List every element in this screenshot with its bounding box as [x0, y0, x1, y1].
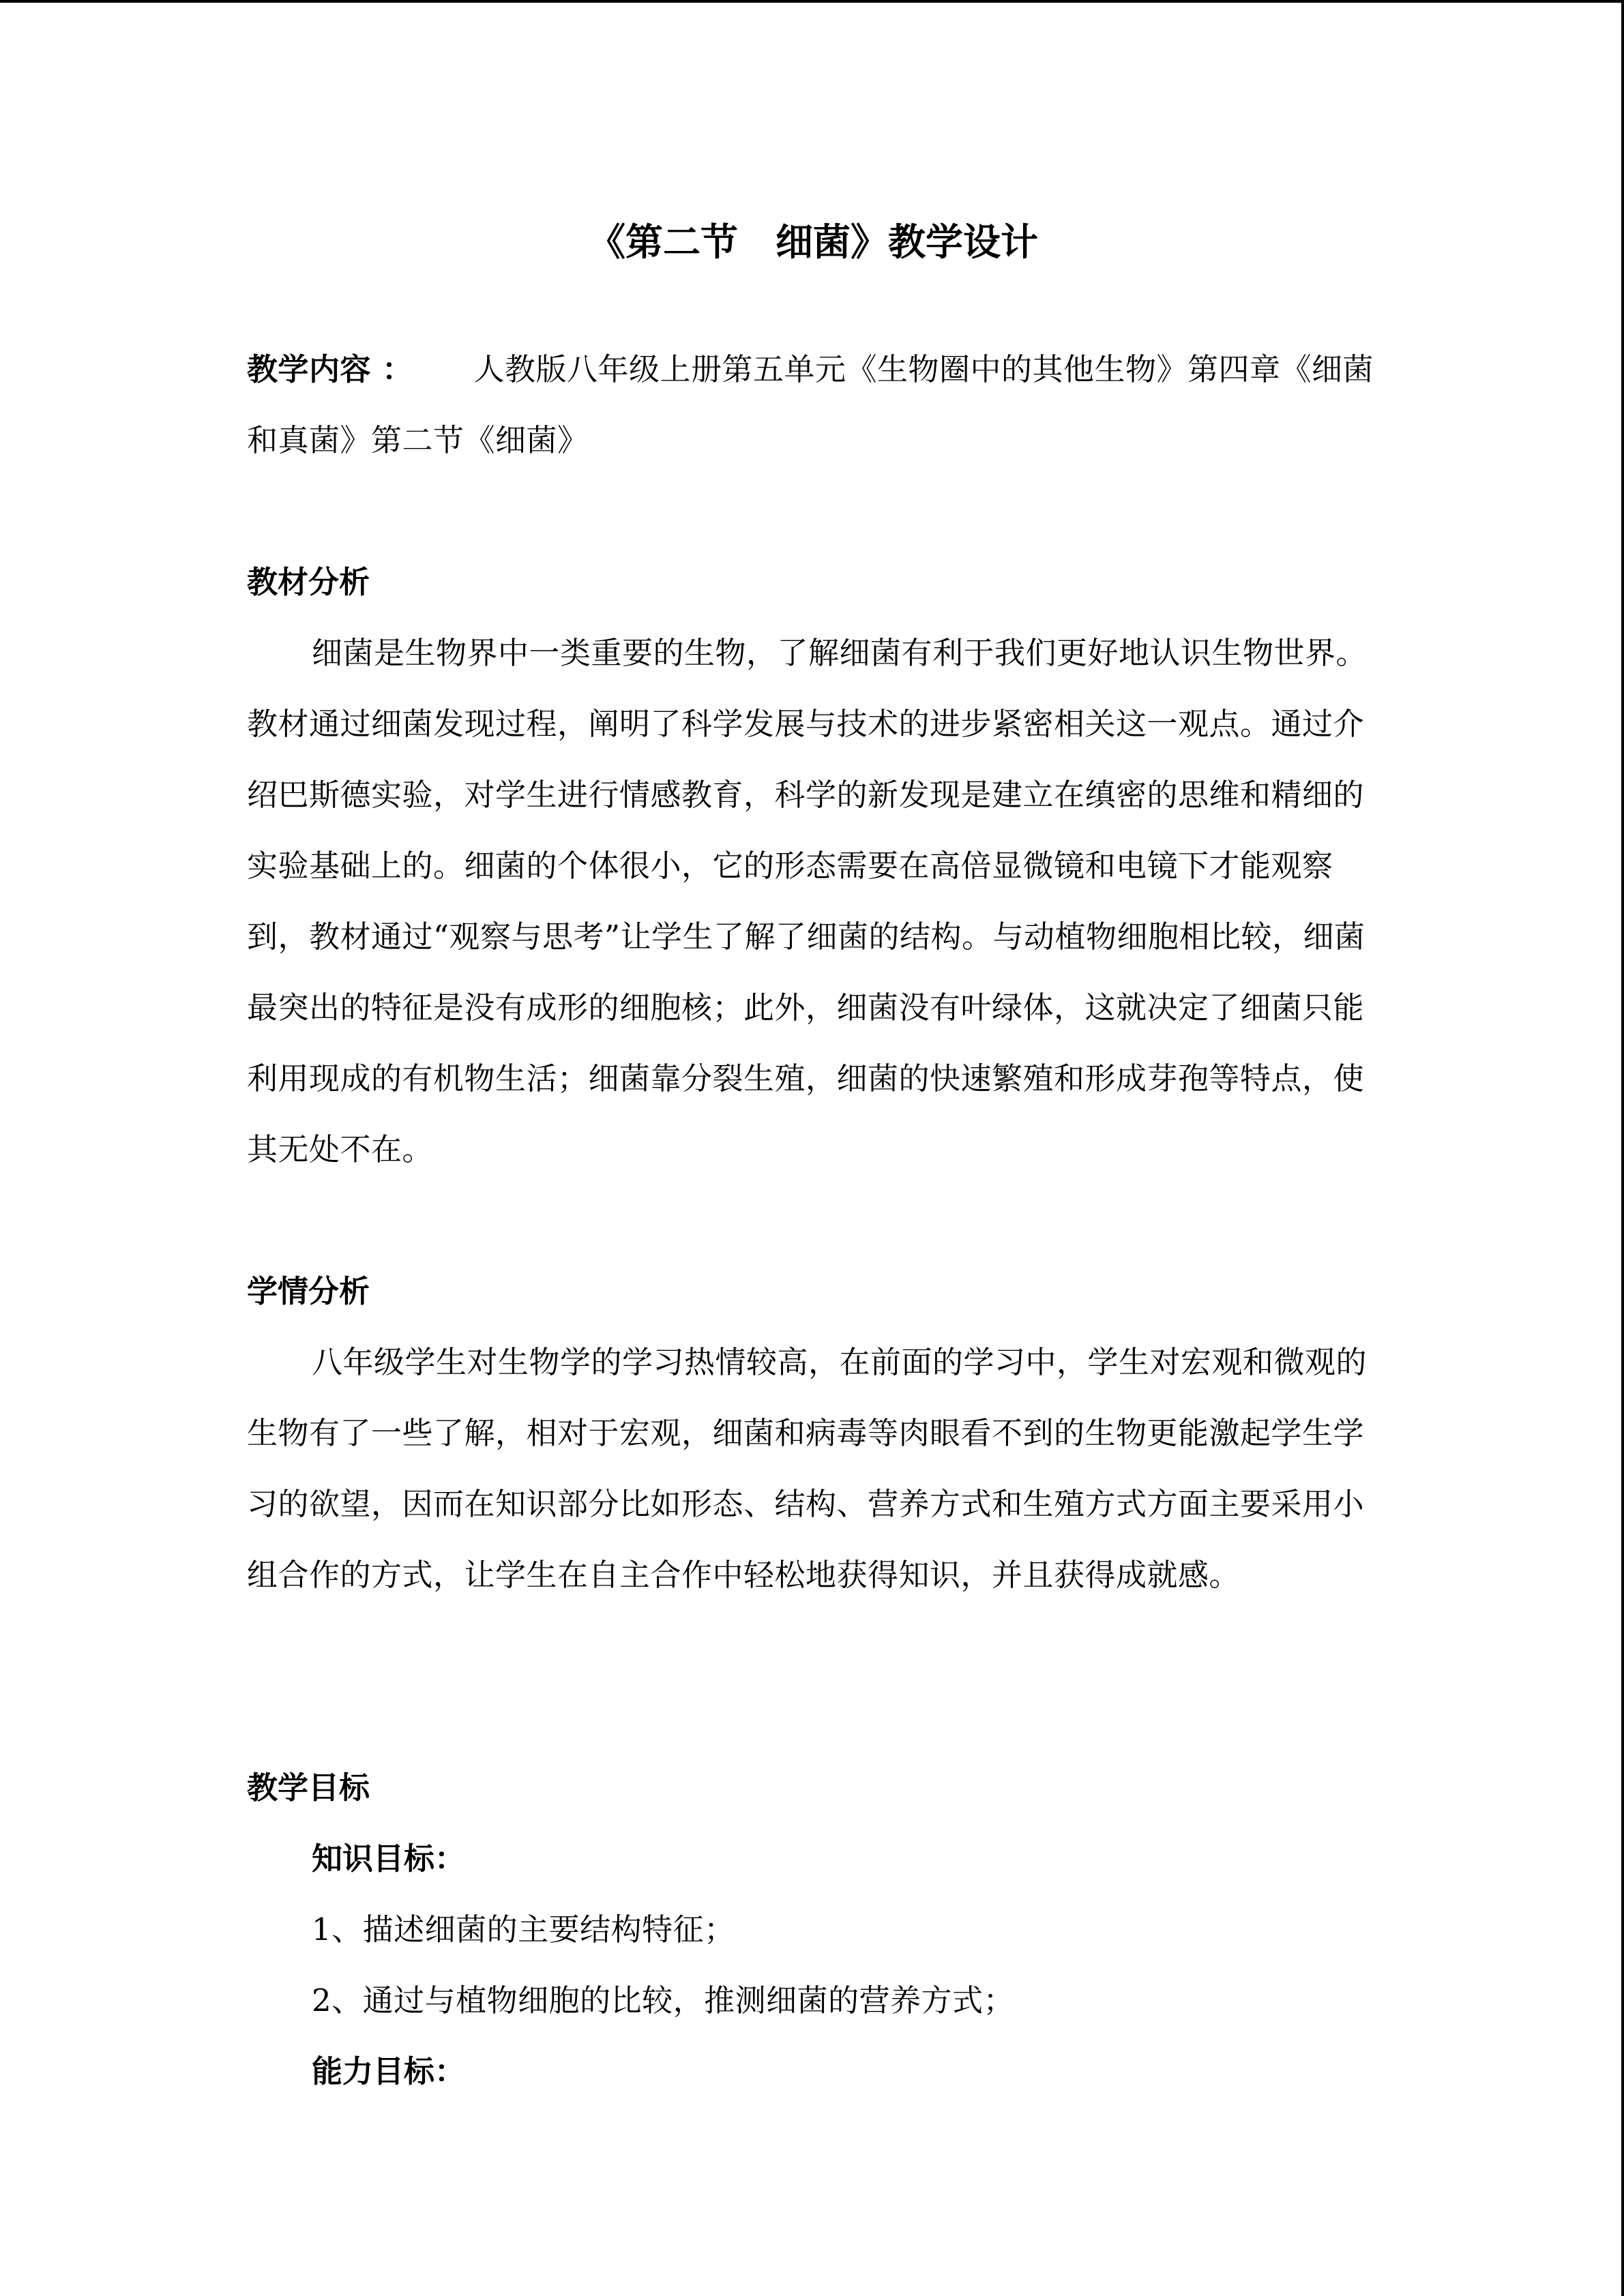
textbook-analysis-paragraph: 细菌是生物界中一类重要的生物，了解细菌有利于我们更好地认识生物世界。教材通过细菌发现过程，阐明了科学发展与技术的进步紧密相关这一观点。通过介绍巴斯德实验，对学生进行情感教育，科学的新发现是建立在缜密的思维和精细的实验基础上的。细菌的个体很小，它的形态需要在高倍显微镜和电镜下才能观察到，教材通过“观察与思考”让学生了解了细菌的结构。与动植物细胞相比较，细菌最突出的特征是没有成形的细胞核；此外，细菌没有叶绿体，这就决定了细菌只能利用现成的有机物生活；细菌靠分裂生殖，细菌的快速繁殖和形成芽孢等特点，使其无处不在。 [247, 635, 1368, 1167]
objective-item-1: 1、描述细菌的主要结构特征； [312, 1911, 735, 1948]
objective-item-2: 2、通过与植物细胞的比较，推测细菌的营养方式； [312, 1982, 1015, 2018]
knowledge-objectives-label: 知识目标： [312, 1840, 466, 1877]
student-analysis-heading: 学情分析 [247, 1273, 370, 1309]
teaching-content-text: 人教版八年级上册第五单元《生物圈中的其他生物》第四章《细菌和真菌》第二节《细菌》 [247, 351, 1374, 458]
objectives-section [247, 1753, 1379, 2107]
page-border-top [0, 0, 1624, 3]
textbook-analysis-heading: 教材分析 [247, 564, 370, 600]
teaching-content-label: 教学内容 ： [247, 351, 413, 387]
objectives-heading: 教学目标 [247, 1770, 370, 1806]
student-analysis-section [247, 1256, 1379, 1611]
page-border-right [1621, 0, 1624, 2296]
student-analysis-paragraph: 八年级学生对生物学的学习热情较高，在前面的学习中，学生对宏观和微观的生物有了一些了解，相对于宏观，细菌和病毒等肉眼看不到的生物更能激起学生学习的欲望，因而在知识部分比如形态、结构、营养方式和生殖方式方面主要采用小组合作的方式，让学生在自主合作中轻松地获得知识，并且获得成就感。 [247, 1344, 1368, 1593]
teaching-content-section [247, 334, 1379, 476]
teaching-content-paragraph [247, 334, 1379, 476]
document-title: 《第二节 细菌》教学设计 [587, 220, 1038, 264]
ability-objectives-label: 能力目标： [312, 2053, 466, 2089]
textbook-analysis-section [247, 547, 1379, 1185]
